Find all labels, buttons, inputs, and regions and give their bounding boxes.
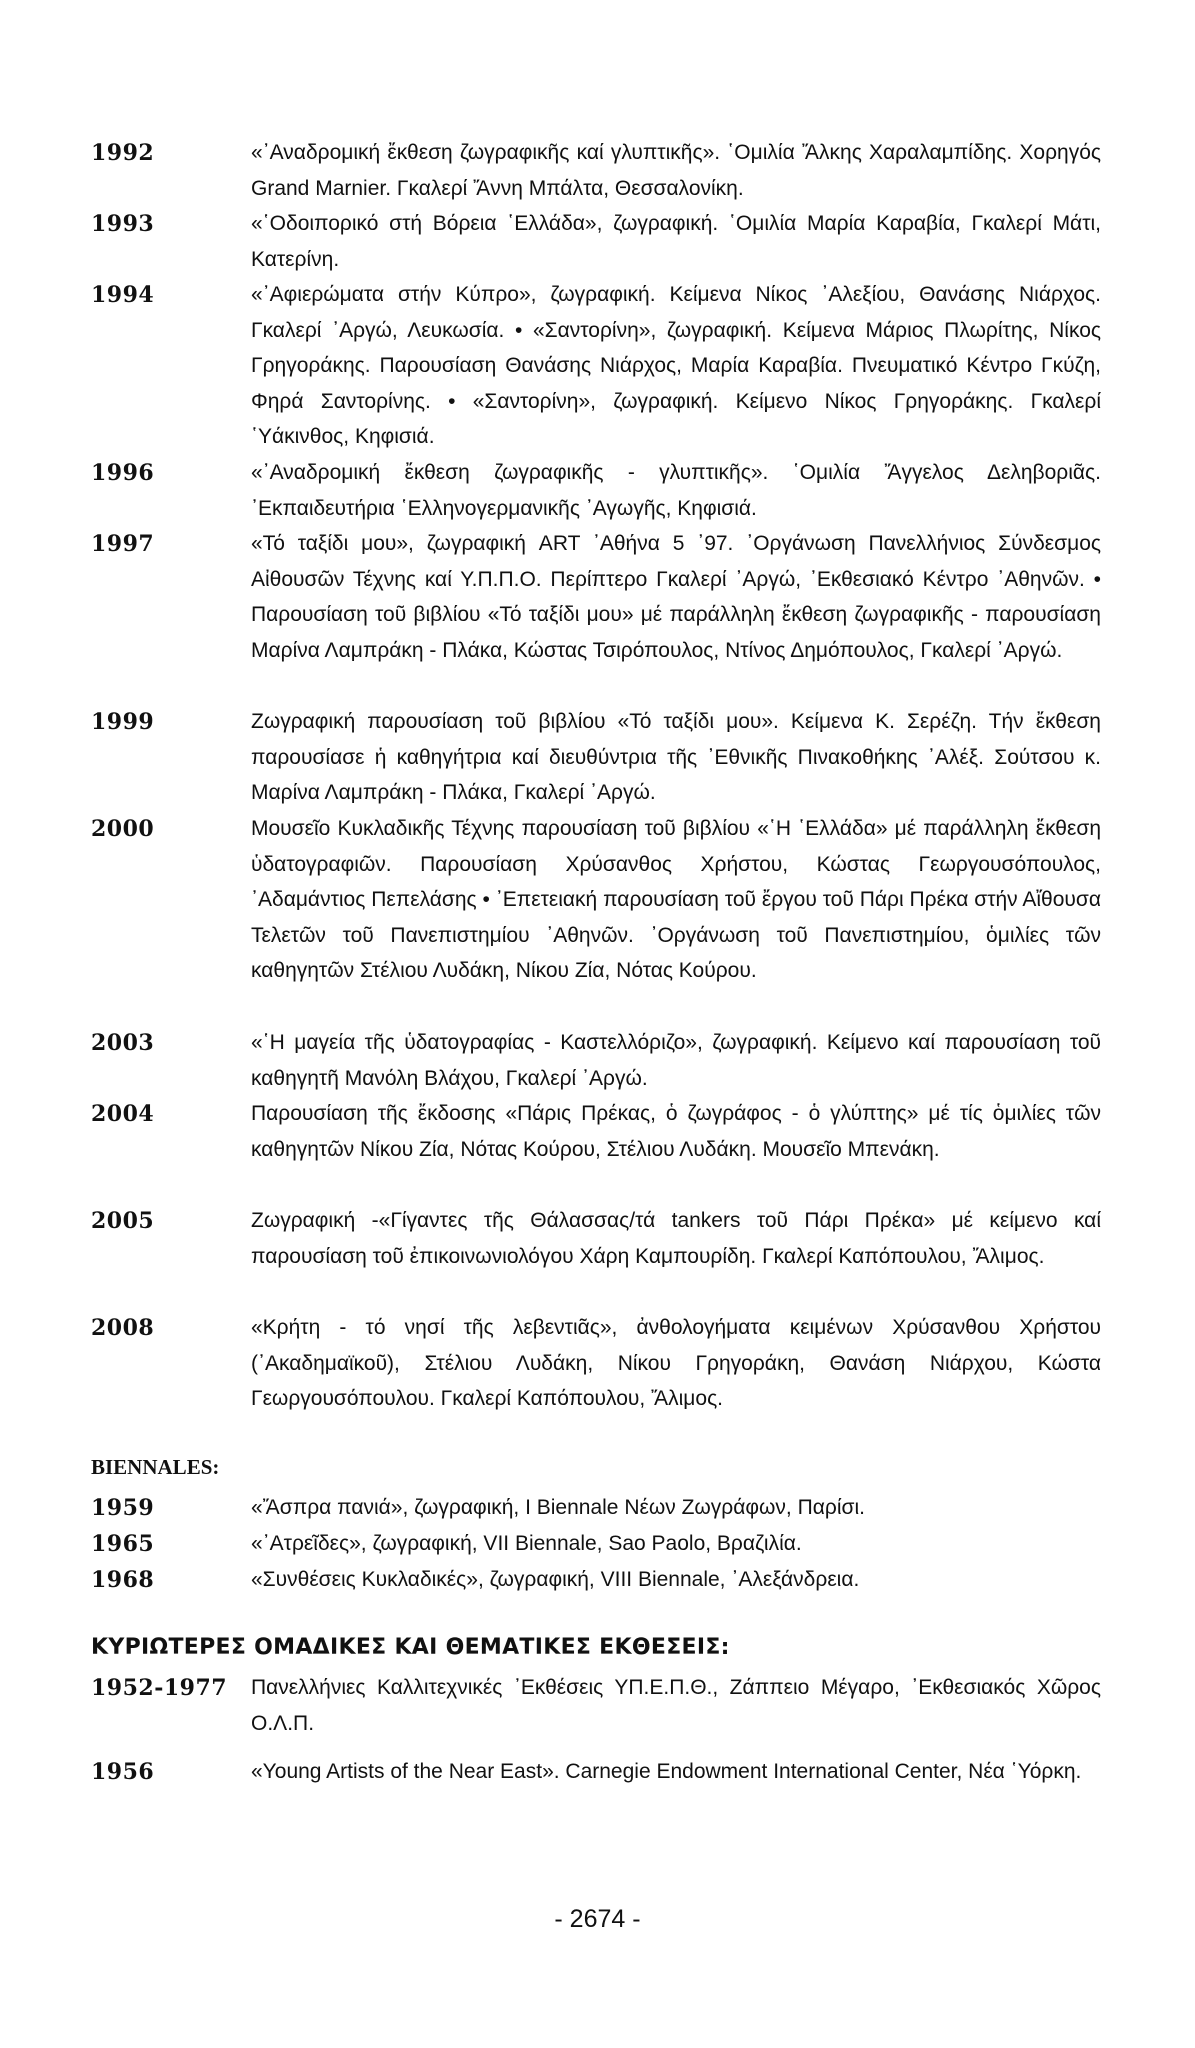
entry-year: 1993 — [91, 211, 155, 237]
entry-text: «Τό ταξίδι μου», ζωγραφική ART ᾿Αθήνα 5 ᾿97. ᾿Οργάνωση Πανελλήνιος Σύνδεσμος Αἰθουσῶν Τέχνης καί Υ.Π.Π.Ο. Περίπτερο Γκαλερί ᾿Αργώ, ᾿Εκθεσιακό Κέντρο ᾿Αθηνῶν. • Παρουσίαση τοῦ βιβλίου «Τό ταξίδι μου» μέ παράλληλη ἔκθεση ζωγραφικῆς - παρουσίαση Μαρίνα Λαμπράκη - Πλάκα, Κώστας Τσιρόπουλος, Ντίνος Δημόπουλος, Γκαλερί ᾿Αργώ. — [251, 532, 1101, 662]
entry-year: 1997 — [91, 531, 155, 557]
entry-text: «Συνθέσεις Κυκλαδικές», ζωγραφική, VIII Biennale, ᾿Αλεξάνδρεια. — [251, 1568, 860, 1591]
entry-year: 1994 — [91, 282, 155, 308]
entry-year: 1956 — [91, 1759, 155, 1785]
entry-text: «῾Οδοιπορικό στή Βόρεια ῾Ελλάδα», ζωγραφική. ῾Ομιλία Μαρία Καραβία, Γκαλερί Μάτι, Κατερίνη. — [251, 212, 1101, 271]
entry-year: 2005 — [91, 1208, 155, 1234]
entry-text: Παρουσίαση τῆς ἔκδοσης «Πάρις Πρέκας, ὁ ζωγράφος - ὁ γλύπτης» μέ τίς ὁμιλίες τῶν καθηγητῶν Νίκου Ζία, Νότας Κούρου, Στέλιου Λυδάκη. Μουσεῖο Μπενάκη. — [251, 1102, 1101, 1161]
group-exhibitions-heading: ΚΥΡΙΩΤΕΡΕΣ ΟΜΑΔΙΚΕΣ ΚΑΙ ΘΕΜΑΤΙΚΕΣ ΕΚΘΕΣΕΙΣ: — [91, 1635, 730, 1660]
entry-year: 1992 — [91, 140, 155, 166]
entry-year: 1965 — [91, 1531, 155, 1557]
biennales-heading: BIENNALES: — [91, 1455, 220, 1479]
entry-year: 2004 — [91, 1101, 155, 1127]
entry-text: Ζωγραφική -«Γίγαντες τῆς Θάλασσας/τά tankers τοῦ Πάρι Πρέκα» μέ κείμενο καί παρουσίαση τοῦ ἐπικοινωνιολόγου Χάρη Καμπουρίδη. Γκαλερί Καπόπουλου, Ἄλιμος. — [251, 1209, 1101, 1268]
entry-year: 1968 — [91, 1567, 155, 1593]
entry-year: 2008 — [91, 1315, 155, 1341]
entry-year: 1996 — [91, 460, 155, 486]
entry-year: 1999 — [91, 709, 155, 735]
entry-text: «᾿Ατρεῖδες», ζωγραφική, VII Biennale, Sao Paolo, Βραζιλία. — [251, 1532, 802, 1555]
entry-text: Πανελλήνιες Καλλιτεχνικές ᾿Εκθέσεις ΥΠ.Ε.Π.Θ., Ζάππειο Μέγαρο, ᾿Εκθεσιακός Χῶρος Ο.Λ.Π. — [251, 1676, 1101, 1735]
entry-text: «᾿Αφιερώματα στήν Κύπρο», ζωγραφική. Κείμενα Νίκος ᾿Αλεξίου, Θανάσης Νιάρχος. Γκαλερί ᾿Αργώ, Λευκωσία. • «Σαντορίνη», ζωγραφική. Κείμενα Μάριος Πλωρίτης, Νίκος Γρηγοράκης. Παρουσίαση Θανάσης Νιάρχος, Μαρία Καραβία. Πνευματικό Κέντρο Γκύζη, Φηρά Σαντορίνης. • «Σαντορίνη», ζωγραφική. Κείμενο Νίκος Γρηγοράκης. Γκαλερί ῾Υάκινθος, Κηφισιά. — [251, 283, 1101, 448]
entry-text: Ζωγραφική παρουσίαση τοῦ βιβλίου «Τό ταξίδι μου». Κείμενα Κ. Σερέζη. Τήν ἔκθεση παρουσίασε ἡ καθηγήτρια καί διευθύντρια τῆς ᾿Εθνικῆς Πινακοθήκης ᾿Αλέξ. Σούτσου κ. Μαρίνα Λαμπράκη - Πλάκα, Γκαλερί ᾿Αργώ. — [251, 710, 1101, 804]
entry-year: 1959 — [91, 1495, 155, 1521]
entry-text: «῾Η μαγεία τῆς ὑδατογραφίας - Καστελλόριζο», ζωγραφική. Κείμενο καί παρουσίαση τοῦ καθηγητῆ Μανόλη Βλάχου, Γκαλερί ᾿Αργώ. — [251, 1031, 1101, 1090]
entry-text: «᾿Αναδρομική ἔκθεση ζωγραφικῆς καί γλυπτικῆς». ῾Ομιλία Ἄλκης Χαραλαμπίδης. Χορηγός Grand Marnier. Γκαλερί Ἄννη Μπάλτα, Θεσσαλονίκη. — [251, 141, 1101, 200]
entry-year: 2000 — [91, 816, 155, 842]
entry-text: «Κρήτη - τό νησί τῆς λεβεντιᾶς», ἀνθολογήματα κειμένων Χρύσανθου Χρήστου (᾿Ακαδημαϊκοῦ), Στέλιου Λυδάκη, Νίκου Γρηγοράκη, Θανάση Νιάρχου, Κώστα Γεωργουσόπουλου. Γκαλερί Καπόπουλου, Ἄλιμος. — [251, 1316, 1101, 1410]
entry-text: «Ἄσπρα πανιά», ζωγραφική, I Biennale Νέων Ζωγράφων, Παρίσι. — [251, 1496, 865, 1519]
entry-text: «Young Artists of the Near East». Carnegie Endowment International Center, Νέα ῾Υόρκη. — [251, 1760, 1082, 1783]
entry-text: «᾿Αναδρομική ἔκθεση ζωγραφικῆς - γλυπτικῆς». ῾Ομιλία Ἄγγελος Δεληβοριᾶς. ᾿Εκπαιδευτήρια ῾Ελληνογερμανικῆς ᾿Αγωγῆς, Κηφισιά. — [251, 461, 1101, 520]
entry-text: Μουσεῖο Κυκλαδικῆς Τέχνης παρουσίαση τοῦ βιβλίου «῾Η ῾Ελλάδα» μέ παράλληλη ἔκθεση ὑδατογραφιῶν. Παρουσίαση Χρύσανθος Χρήστου, Κώστας Γεωργουσόπουλος, ᾿Αδαμάντιος Πεπελάσης • ᾿Επετειακή παρουσίαση τοῦ ἔργου τοῦ Πάρι Πρέκα στήν Αἴθουσα Τελετῶν τοῦ Πανεπιστημίου ᾿Αθηνῶν. ᾿Οργάνωση τοῦ Πανεπιστημίου, ὁμιλίες τῶν καθηγητῶν Στέλιου Λυδάκη, Νίκου Ζία, Νότας Κούρου. — [251, 817, 1101, 982]
entry-year: 2003 — [91, 1030, 155, 1056]
page-number: - 2674 - — [554, 1905, 641, 1933]
entry-year: 1952-1977 — [91, 1675, 228, 1701]
